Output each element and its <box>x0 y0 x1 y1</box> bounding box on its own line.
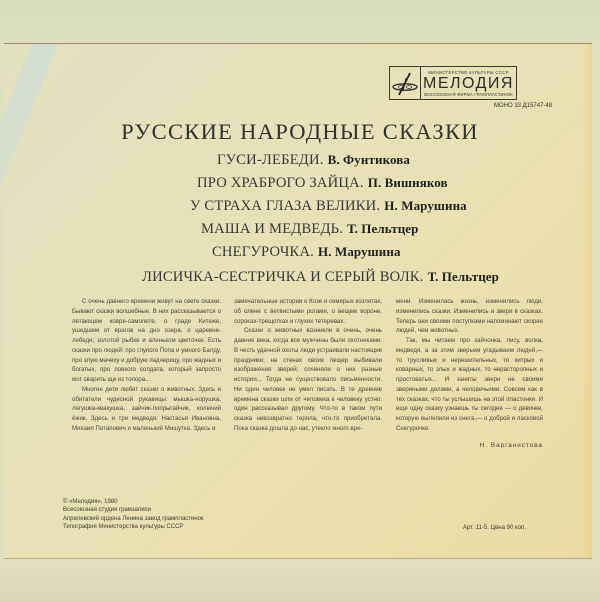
track-item <box>142 269 499 286</box>
credit-line: Всесоюзная студия грамзаписи <box>63 507 151 514</box>
track-narrator: Т. Пельтцер <box>427 269 499 284</box>
track-item <box>201 221 419 238</box>
track-narrator: В. Фунтикова <box>327 152 410 167</box>
track-name: МАША И МЕДВЕДЬ. <box>201 221 344 237</box>
track-name: ЛИСИЧКА-СЕСТРИЧКА И СЕРЫЙ ВОЛК. <box>142 269 424 285</box>
annotation-paragraph: Многие дети любят сказки о животных. Здесь и обитатели чудесной рукавицы: мышка-норушка, лягушка-квакушка, зайчик-попрыгайчик, колючий ёжик. Здесь и три медведя: Настасья Ивановна, Михаил Потапович и маленький Мишутка. Здесь и <box>72 385 221 432</box>
annotation-paragraph: С очень давнего времени живут на свете сказки. Бывают сказки волшебные. В них рассказывается о летающем ковре-самолете, о граде Китеже, ушедшем от врагов на дно озера, о царевне-лебеди, золотой рыбке и аленьком цветочке. Есть сказки про людей: про глупого Попа и умного Балду, про злую мачеху и добрую падчерицу, про жадных и богатых, про ловкого солдата, который запросто мог сварить щи из топора... <box>72 298 221 383</box>
annotation-paragraph: мени. Изменилась жизнь, изменились люди, изменились сказки. Изменились и звери в сказках. Теперь они своими поступками напоминают скорее людей, чем животных. <box>396 298 543 335</box>
catalog-number: МОНО 33 Д15747-48 <box>494 103 553 109</box>
annotation-column-1 <box>72 297 221 434</box>
melodiya-emblem-icon <box>390 67 421 99</box>
track-narrator: Т. Пельтцер <box>347 221 419 236</box>
annotation-column-2 <box>234 297 382 434</box>
credit-line: Апрелевский ордена Ленина завод грампластинок <box>63 515 204 522</box>
track-narrator: Н. Марушина <box>318 244 401 259</box>
track-item <box>190 198 467 215</box>
track-name: ГУСИ-ЛЕБЕДИ. <box>217 152 324 168</box>
track-name: У СТРАХА ГЛАЗА ВЕЛИКИ. <box>190 198 381 214</box>
background-bottom <box>0 557 600 602</box>
annotation-paragraph: замечательные истории о Козе и семерых козлятах, об олене с ветвистыми рогами, о вещем вороне, сороках-трещотках и глухих тетеревах. <box>234 298 382 325</box>
annotation-column-3 <box>396 297 543 450</box>
melodiya-logo <box>389 66 517 100</box>
track-item <box>217 152 410 169</box>
credit-line: © «Мелодия», 1980 <box>63 499 118 505</box>
album-title: РУССКИЕ НАРОДНЫЕ СКАЗКИ <box>121 119 479 144</box>
track-narrator: Н. Марушина <box>384 198 467 213</box>
annotation-author: Н. Варганистова <box>479 441 543 449</box>
logo-brand-text: МЕЛОДИЯ <box>423 74 514 92</box>
background-top <box>0 0 600 44</box>
track-item <box>197 175 448 192</box>
annotation-paragraph: Сказки о животных возникли в очень, очень давние века, когда все мужчины были охотниками. В честь удачной охоты люди устраивали настоящие праздники; на стенах своих пещер выбивали изображения зверей; сочиняли о них разные истории... Тогда не существовало письменности. Ни один человек не умел писать. В те древние времена сказки шли от человека к человеку устно: один рассказывал другому. Что-то в таком пути сказка невозвратно теряла, что-то приобретала. Пока сказка дошла до нас, утекло много вре- <box>234 327 382 432</box>
logo-ministry-text: МИНИСТЕРСТВО КУЛЬТУРЫ СССР <box>428 69 509 75</box>
track-name: СНЕГУРОЧКА. <box>212 244 315 260</box>
logo-company-text: ВСЕСОЮЗНАЯ ФИРМА ГРАМПЛАСТИНОК <box>424 91 513 97</box>
credit-line: Типография Министерства культуры СССР <box>63 523 184 530</box>
credits-block <box>63 498 204 531</box>
track-item <box>212 244 401 261</box>
track-narrator: П. Вишняков <box>367 175 448 190</box>
track-name: ПРО ХРАБРОГО ЗАЙЦА. <box>197 175 364 191</box>
annotation-paragraph: Так, мы читаем про зайчонка, лису, волка, медведя, а за этим зверьем угадываем людей,— то трусливых и нерешительных, то хитрых и коварных, то злых и жадных, то нерасторопных и простоватых... И заняты звери не своими звериными делами, а человечьими. Совсем как в тех сказках, что ты услышишь на этой пластинке. И еще одну сказку узнаешь ты сегодня — о девочке, которую вылепили из снега,— о доброй и ласковой Снегурочке. <box>396 337 543 432</box>
price-label: Арт. 11-5. Цена 90 коп. <box>463 525 526 531</box>
